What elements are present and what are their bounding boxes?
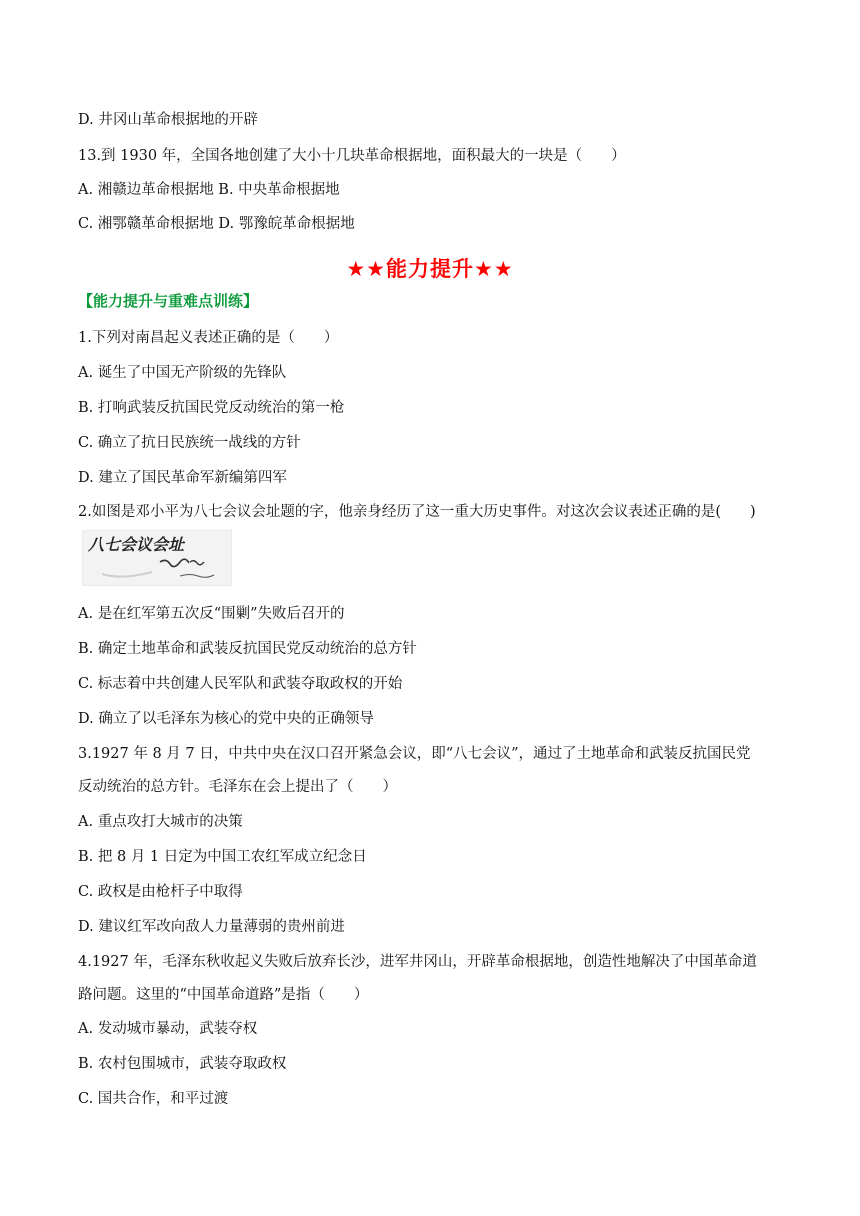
question-2-option-d: D. 确立了以毛泽东为核心的党中央的正确领导 xyxy=(78,711,374,727)
top-option-d: D. 井冈山革命根据地的开辟 xyxy=(78,112,258,128)
question-13-stem: 13.到 1930 年，全国各地创建了大小十几块革命根据地，面积最大的一块是（ ） xyxy=(78,148,626,164)
question-3-stem-line-2: 反动统治的总方针。毛泽东在会上提出了（ ） xyxy=(78,779,397,795)
section-title: ★★能力提升★★ xyxy=(346,257,514,281)
question-3-option-b: B. 把 8 月 1 日定为中国工农红军成立纪念日 xyxy=(78,849,367,865)
question-1-option-d: D. 建立了国民革命军新编第四军 xyxy=(78,470,287,486)
question-1-stem: 1.下列对南昌起义表述正确的是（ ） xyxy=(78,330,339,346)
question-2-option-b: B. 确定土地革命和武装反抗国民党反动统治的总方针 xyxy=(78,641,417,657)
question-4-stem-line-1: 4.1927 年，毛泽东秋收起义失败后放弃长沙，进军井冈山，开辟革命根据地，创造性地解决了中国革命道 xyxy=(78,954,757,970)
question-1-option-b: B. 打响武装反抗国民党反动统治的第一枪 xyxy=(78,400,345,416)
question-4-option-a: A. 发动城市暴动，武装夺权 xyxy=(78,1021,258,1037)
question-13-options-ab: A. 湘赣边革命根据地 B. 中央革命根据地 xyxy=(78,182,340,198)
question-2-stem: 2.如图是邓小平为八七会议会址题的字，他亲身经历了这一重大历史事件。对这次会议表述正确的是( ) xyxy=(78,504,756,520)
question-3-option-d: D. 建议红军改向敌人力量薄弱的贵州前进 xyxy=(78,919,345,935)
section-subtitle: 【能力提升与重难点训练】 xyxy=(78,292,259,310)
question-2-option-c: C. 标志着中共创建人民军队和武装夺取政权的开始 xyxy=(78,676,403,692)
question-13-options-cd: C. 湘鄂赣革命根据地 D. 鄂豫皖革命根据地 xyxy=(78,216,355,232)
question-2-option-a: A. 是在红军第五次反“围剿”失败后召开的 xyxy=(78,606,345,622)
calligraphy-graphic xyxy=(82,530,232,586)
question-4-option-c: C. 国共合作，和平过渡 xyxy=(78,1091,229,1107)
calligraphy-text: 八七会议会址 xyxy=(88,535,185,554)
question-3-option-c: C. 政权是由枪杆子中取得 xyxy=(78,884,243,900)
question-4-option-b: B. 农村包围城市，武装夺取政权 xyxy=(78,1056,287,1072)
question-4-stem-line-2: 路问题。这里的“中国革命道路”是指（ ） xyxy=(78,987,369,1003)
calligraphy-image xyxy=(82,530,232,586)
question-3-option-a: A. 重点攻打大城市的决策 xyxy=(78,814,243,830)
question-1-option-a: A. 诞生了中国无产阶级的先锋队 xyxy=(78,365,287,381)
question-3-stem-line-1: 3.1927 年 8 月 7 日，中共中央在汉口召开紧急会议，即“八七会议”，通过了土地革命和武装反抗国民党 xyxy=(78,746,751,762)
question-1-option-c: C. 确立了抗日民族统一战线的方针 xyxy=(78,435,301,451)
